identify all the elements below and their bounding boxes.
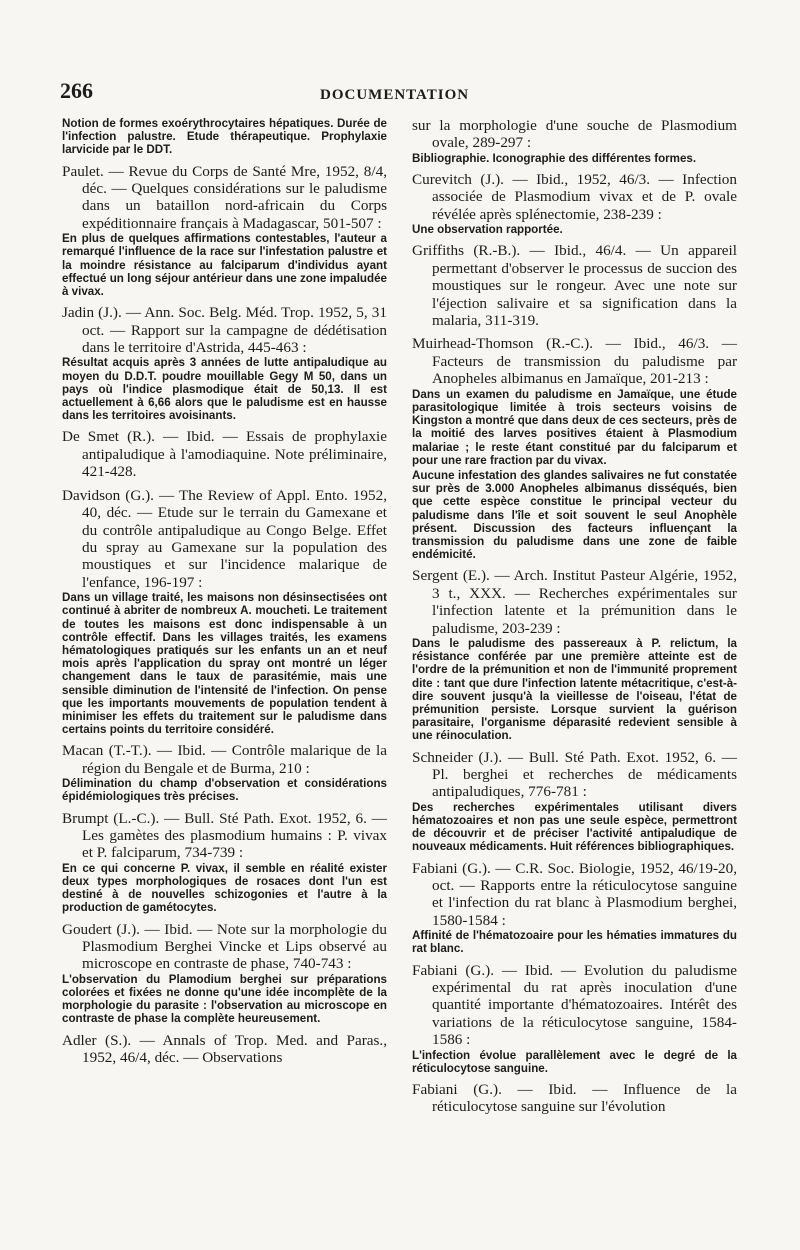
bibliography-entry — [412, 749, 737, 854]
reference-citation: Muirhead-Thomson (R.-C.). — Ibid., 46/3. — Facteurs de transmission du paludisme par Anopheles albimanus en Jamaïque, 201-213 : — [412, 335, 737, 388]
abstract-summary: Des recherches expérimentales utilisant divers hématozoaires et non pas une seule espèce, permettront de découvrir et de préciser l'activité antipaludique de nouveaux médicaments. Huit références bibliographiques. — [412, 800, 737, 854]
abstract-summary: En plus de quelques affirmations contestables, l'auteur a remarqué l'influence de la race sur l'infestation palustre et la moindre résistance au falciparum d'individus ayant effectué un long séjour antérieur dans une zone impaludée à vivax. — [62, 232, 387, 299]
abstract-summary: Bibliographie. Iconographie des différentes formes. — [412, 151, 697, 165]
reference-citation: Fabiani (G.). — C.R. Soc. Biologie, 1952, 46/19-20, oct. — Rapports entre la réticulocytose sanguine et l'infection du rat blanc à Plasmodium berghei, 1580-1584 : — [412, 859, 737, 929]
reference-citation: Schneider (J.). — Bull. Sté Path. Exot. 1952, 6. — Pl. berghei et recherches de médicaments antipaludiques, 776-781 : — [412, 748, 737, 801]
bibliography-entry — [412, 335, 737, 561]
reference-citation: Paulet. — Revue du Corps de Santé Mre, 1952, 8/4, déc. — Quelques considérations sur le paludisme dans un bataillon nord-africain du Corps expéditionnaire français à Madagascar, 501-507 : — [62, 162, 387, 232]
reference-citation: Curevitch (J.). — Ibid., 1952, 46/3. — Infection associée de Plasmodium vivax et de P. ovale révélée après splénectomie, 238-239 : — [412, 171, 737, 223]
abstract-summary: L'observation du Plamodium berghei sur préparations colorées et fixées ne donne qu'une idée incomplète de la morphologie du parasite : l'observation au microscope en contraste de phase la complète heureusement. — [62, 972, 387, 1026]
bibliography-entry — [62, 163, 387, 299]
reference-citation: Adler (S.). — Annals of Trop. Med. and Paras., 1952, 46/4, déc. — Observations — [62, 1031, 387, 1067]
abstract-summary: Résultat acquis après 3 années de lutte antipaludique au moyen du D.D.T. poudre mouillable Gegy M 50, dans un pays où l'indice plasmodique était de 50,13. Il est actuellement à 6,66 alors que le paludisme est en hausse dans les territoires avoisinants. — [62, 356, 387, 423]
bibliography-entry — [62, 117, 387, 157]
reference-citation: Fabiani (G.). — Ibid. — Evolution du paludisme expérimental du rat après inoculation d'une quantité importante d'hématozoaires. Intérêt des variations de la réticulocytose sanguine, 1584-1586 : — [412, 961, 737, 1049]
page-number: 266 — [60, 78, 93, 103]
bibliography-entry — [412, 860, 737, 956]
reference-citation: Davidson (G.). — The Review of Appl. Ento. 1952, 40, déc. — Etude sur le terrain du Gamexane et du contrôle antipaludique au Congo Belge. Effet du spray au Gamexane sur la population des moustiques et sur l'incidence malarique de l'enfance, 196-197 : — [62, 486, 387, 591]
running-title: DOCUMENTATION — [320, 87, 470, 103]
reference-citation: Brumpt (L.-C.). — Bull. Sté Path. Exot. 1952, 6. — Les gamètes des plasmodium humains : P. vivax et P. falciparum, 734-739 : — [62, 809, 387, 862]
bibliography-entry — [62, 487, 387, 737]
abstract-summary: Dans un examen du paludisme en Jamaïque, une étude parasitologique limitée à trois secteurs voisins de Kingston a montré que dans deux de ces secteurs, près de la moitié des larves positives étaient à Plasmodium malariae ; le reste étant constitué par du falciparum et pour une rare fraction par du vivax. — [412, 387, 737, 467]
bibliography-entry — [412, 117, 737, 165]
right-column — [412, 117, 737, 1122]
bibliography-entry — [62, 304, 387, 422]
abstract-summary: Délimination du champ d'observation et considérations épidémiologiques très précises. — [62, 777, 387, 804]
abstract-summary: Affinité de l'hématozoaire pour les hématies immatures du rat blanc. — [412, 929, 737, 956]
abstract-summary: Notion de formes exoérythrocytaires hépatiques. Durée de l'infection palustre. Etude thérapeutique. Prophylaxie larvicide par le DDT. — [62, 117, 387, 157]
reference-citation: De Smet (R.). — Ibid. — Essais de prophylaxie antipaludique à l'amodiaquine. Note préliminaire, 421-428. — [62, 428, 387, 481]
bibliography-entry — [62, 1032, 387, 1067]
bibliography-entry — [62, 428, 387, 480]
abstract-summary: Aucune infestation des glandes salivaires ne fut constatée sur près de 3.000 Anopheles albimanus disséqués, bien que cette espèce constitue le principal vecteur du paludisme dans l'île et soit souvent le seul Anophèle présent. Discussion des facteurs influençant la transmission du paludisme dans une zone de faible endémicité. — [412, 468, 737, 562]
bibliography-entry — [62, 742, 387, 803]
abstract-summary: Une observation rapportée. — [412, 223, 563, 237]
bibliography-entry — [412, 962, 737, 1075]
bibliography-entry — [412, 567, 737, 742]
reference-citation: Sergent (E.). — Arch. Institut Pasteur Algérie, 1952, 3 t., XXX. — Recherches expérimentales sur l'infection latente et la prémunition dans le paludisme, 203-239 : — [412, 567, 737, 637]
abstract-summary: Dans le paludisme des passereaux à P. relictum, la résistance conférée par une première atteinte est de l'ordre de la prémunition et non de l'immunité proprement dite : tant que dure l'infection latente métacritique, c'est-à-dire souvent jusqu'à la vieillesse de l'oiseau, l'état de prémunition persiste. Lorsque survient la guérison parasitaire, l'organisme déparasité redevient sensible à une réinoculation. — [412, 636, 737, 743]
bibliography-entry — [62, 810, 387, 915]
bibliography-entry — [62, 921, 387, 1026]
reference-citation: Jadin (J.). — Ann. Soc. Belg. Méd. Trop. 1952, 5, 31 oct. — Rapport sur la campagne de dédétisation dans le territoire d'Astrida, 445-463 : — [62, 304, 387, 357]
bibliography-entry — [412, 1081, 737, 1116]
reference-citation: Goudert (J.). — Ibid. — Note sur la morphologie du Plasmodium Berghei Vincke et Lips observé au microscope en contraste de phase, 740-743 : — [62, 920, 387, 973]
left-column — [62, 117, 387, 1072]
bibliography-entry — [412, 242, 737, 329]
bibliography-entry — [412, 171, 737, 236]
reference-citation: Griffiths (R.-B.). — Ibid., 46/4. — Un appareil permettant d'observer le processus de succion des moustiques sur le rongeur. Avec une note sur l'éjection salivaire et sa signification dans la malaria, 311-319. — [412, 242, 737, 330]
reference-citation: sur la morphologie d'une souche de Plasmodium ovale, 289-297 : — [412, 117, 737, 152]
reference-citation: Fabiani (G.). — Ibid. — Influence de la réticulocytose sanguine sur l'évolution — [412, 1081, 737, 1116]
abstract-summary: L'infection évolue parallèlement avec le degré de la réticulocytose sanguine. — [412, 1048, 737, 1075]
abstract-summary: Dans un village traité, les maisons non désinsectisées ont continué à abriter de nombreux A. moucheti. Le traitement de toutes les maisons est donc indispensable à un contrôle effectif. Dans les villages traités, les examens hématologiques pratiqués sur les enfants un an et neuf mois après l'application du spray ont montré un léger changement dans le taux de parasitémie, mais une sensible diminution de l'intensité de l'infection. On pense que les importants mouvements de population tendent à minimiser les effets du traitement sur le paludisme dans certains points du territoire considéré. — [62, 591, 387, 737]
abstract-summary: En ce qui concerne P. vivax, il semble en réalité exister deux types morphologiques de rosaces dont l'un est destiné à de nouvelles schizogonies et l'autre à la production de gamétocytes. — [62, 861, 387, 915]
reference-citation: Macan (T.-T.). — Ibid. — Contrôle malarique de la région du Bengale et de Burma, 210 : — [62, 742, 387, 777]
